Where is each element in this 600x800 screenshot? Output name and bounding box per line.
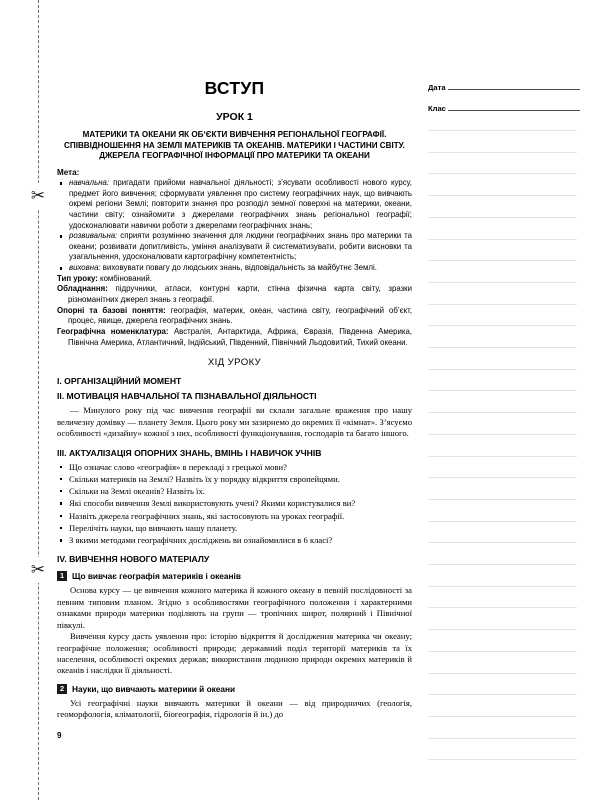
- numbered-block-heading-1: [57, 564, 412, 581]
- numbered-block-heading-2: [57, 677, 412, 694]
- section-heading-organizational: I. ОРГАНІЗАЦІЙНИЙ МОМЕНТ: [57, 376, 182, 387]
- section-heading-new-material: IV. ВИВЧЕННЯ НОВОГО МАТЕРІАЛУ: [57, 554, 210, 565]
- scissors-icon: ✂: [25, 183, 51, 209]
- ruled-line: [428, 434, 577, 435]
- lesson-content: [57, 0, 412, 800]
- ruled-line: [428, 369, 577, 370]
- meta-key: Обладнання:: [57, 284, 108, 294]
- ruled-line: [428, 173, 577, 174]
- date-label: Дата: [428, 83, 446, 92]
- meta-row-concepts: [57, 306, 412, 327]
- date-input-line[interactable]: [448, 80, 580, 90]
- list-item: З якими методами географічних досліджень ви ознайомилися в 6 класі?: [57, 534, 412, 546]
- goal-text: виховувати повагу до людських знань, відповідальність за майбутнє Землі.: [100, 263, 377, 273]
- list-item: [57, 178, 412, 231]
- scissors-icon: ✂: [25, 557, 51, 583]
- ruled-line: [428, 304, 577, 305]
- block-paragraph: Основа курсу — це вивчення кожного материка й кожного океану в певній послідовності за певним типовим планом. Згідно з особливостями географічного положення і характерними ознаками природи материки поділяють на групи — тропічних широт, полярний і Північної півкулі.: [57, 585, 412, 630]
- ruled-line: [428, 130, 577, 131]
- block-paragraph: Вивчення курсу дасть уявлення про: історію відкриття й дослідження материка чи океану; географічне положення; особливості природи; державний поділ території материків та їх населення, особливості окремих держав; використання людиною природи окремих материків й океанів і наслідки її діяльності.: [57, 631, 412, 676]
- date-field[interactable]: [428, 80, 580, 92]
- list-item: Що означає слово «географія» в перекладі з грецької мови?: [57, 461, 412, 473]
- ruled-line: [428, 477, 577, 478]
- question-list: [57, 458, 412, 547]
- goal-label: Мета:: [57, 168, 80, 178]
- ruled-line: [428, 694, 577, 695]
- meta-row-equipment: [57, 284, 412, 305]
- meta-value: Австралія, Антарктида, Африка, Євразія, Південна Америка, Північна Америка, Атлантичний, Індійський, Південний, Північний Льодовитий, Тихий океани.: [68, 326, 412, 347]
- ruled-line: [428, 586, 577, 587]
- goal-kind: виховна:: [69, 263, 101, 273]
- page-title: ВСТУП: [204, 78, 265, 98]
- section-heading-actualization: III. АКТУАЛІЗАЦІЯ ОПОРНИХ ЗНАНЬ, ВМІНЬ І НАВИЧОК УЧНІВ: [57, 447, 322, 458]
- list-item: Скільки на Землі океанів? Назвіть їх.: [57, 485, 412, 497]
- meta-value: комбінований.: [97, 273, 152, 283]
- lesson-topic: МАТЕРИКИ ТА ОКЕАНИ ЯК ОБ‘ЄКТИ ВИВЧЕННЯ РЕГІОНАЛЬНОЇ ГЕОГРАФІЇ. СПІВВІДНОШЕННЯ НА ЗЕМЛІ МАТЕРИКІВ ТА ОКЕАНІВ. МАТЕРИКИ І ЧАСТИНИ СВІТУ. ДЖЕРЕЛА ГЕОГРАФІЧНОЇ ІНФОРМАЦІЇ ПРО МАТЕРИКИ ТА ОКЕАНИ: [64, 130, 405, 161]
- ruled-line: [428, 564, 577, 565]
- ruled-line: [428, 412, 577, 413]
- ruled-line: [428, 738, 577, 739]
- ruled-line: [428, 260, 577, 261]
- class-input-line[interactable]: [448, 101, 580, 111]
- ruled-line: [428, 759, 577, 760]
- list-item: Скільки материків на Землі? Назвіть їх у порядку відкриття європейцями.: [57, 473, 412, 485]
- ruled-line: [428, 152, 577, 153]
- ruled-line: [428, 456, 577, 457]
- ruled-line: [428, 217, 577, 218]
- motivation-paragraph: — Минулого року під час вивчення географії ви склали загальне враження про нашу величезну домівку — планету Земля. Цього року ми зазирнемо до окремих її «кімнат». З’ясуємо особливості «дизайну» кожної з них, особливості функціонування, господарів та багато іншого.: [57, 405, 412, 439]
- meta-row-nomenclature: [57, 327, 412, 348]
- ruled-line: [428, 716, 577, 717]
- goal-kind: навчальна:: [69, 178, 110, 188]
- goal-kind: розвивальна:: [69, 231, 118, 241]
- meta-value: географія, материк, океан, частина світу, географічний об’єкт, процес, явище, джерела географічних знань.: [68, 305, 412, 326]
- meta-key: Тип уроку:: [57, 273, 98, 283]
- ruled-line: [428, 629, 577, 630]
- list-item: Назвіть джерела географічних знань, які застосовують на уроках географії.: [57, 510, 412, 522]
- list-item: [57, 231, 412, 263]
- section-heading-motivation: II. МОТИВАЦІЯ НАВЧАЛЬНОЇ ТА ПІЗНАВАЛЬНОЇ ДІЯЛЬНОСТІ: [57, 391, 317, 402]
- ruled-line: [428, 390, 577, 391]
- meta-value: підручники, атласи, контурні карти, стінна фізична карта світу, зразки різноманітних джерел знань з географії.: [68, 284, 412, 304]
- block-title: Науки, що вивчають материки й океани: [72, 683, 236, 694]
- list-item: [57, 263, 412, 274]
- cut-guide-line: [38, 0, 39, 800]
- ruled-line: [428, 542, 577, 543]
- ruled-line: [428, 282, 577, 283]
- block-number-badge: 1: [57, 571, 67, 581]
- goal-list: [57, 177, 412, 274]
- lesson-flow-heading: ХІД УРОКУ: [207, 357, 262, 369]
- meta-key: Географічна номенклатура:: [57, 326, 169, 336]
- ruled-line: [428, 195, 577, 196]
- ruled-line: [428, 521, 577, 522]
- ruled-line: [428, 607, 577, 608]
- block-number-badge: 2: [57, 684, 67, 694]
- block-title: Що вивчає географія материків і океанів: [72, 571, 241, 582]
- meta-row-lesson-type: [57, 274, 412, 285]
- lesson-number: УРОК 1: [216, 111, 253, 123]
- meta-key: Опорні та базові поняття:: [57, 305, 166, 315]
- ruled-line: [428, 239, 577, 240]
- ruled-line: [428, 347, 577, 348]
- ruled-line: [428, 499, 577, 500]
- list-item: Які способи вивчення Землі використовують учені? Якими користувалися ви?: [57, 497, 412, 509]
- class-label: Клас: [428, 104, 446, 113]
- list-item: Перелічіть науки, що вивчають нашу планету.: [57, 522, 412, 534]
- goal-text: сприяти розумінню значення для людини географічних знань про материки та океани; розвивати допитливість, уміння аналізувати й систематизувати, робити висновки та узагальнення, удосконалювати картографічну компетентність;: [69, 231, 412, 262]
- ruled-line: [428, 325, 577, 326]
- ruled-line: [428, 651, 577, 652]
- page-number: 9: [57, 731, 62, 740]
- block-paragraph: Усі географічні науки вивчають материки й океани — від природничих (геологія, геоморфологія, кліматології, біогеографія, гідрологія й ін.) до: [57, 697, 412, 720]
- ruled-line: [428, 673, 577, 674]
- class-field[interactable]: [428, 101, 580, 113]
- notes-panel: [428, 0, 580, 800]
- goal-text: пригадати прийоми навчальної діяльності; з’ясувати особливості нового курсу, предмет його вивчення; сформувати уявлення про систему географічних наук, що вивчають окремі регіони Землі; повторити знання про розподіл земної поверхні на материки, океани, частини світу; ознайомити з джерелами географічних знань регіональної географії; удосконалювати навички роботи з джерелами географічних знань;: [69, 178, 412, 230]
